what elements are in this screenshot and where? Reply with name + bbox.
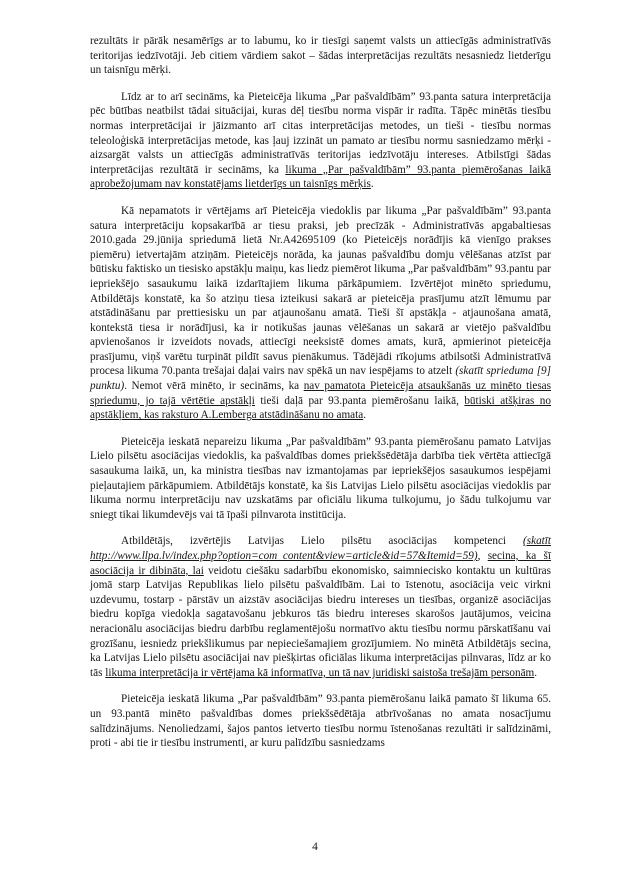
paragraph-3-period: . — [363, 409, 366, 422]
paragraph-5-link-reference: (skatīt http://www.llpa.lv/index.php?option=com_content&view=article&id=57&Itemid=59) — [90, 535, 551, 562]
paragraph-3-underlined-conclusion: būtiski atšķiras no apstākļiem, kas raksturo A.Lemberga atstādināšanu no amata — [90, 394, 551, 422]
paragraph-gap — [90, 78, 551, 90]
paragraph-5-comma: , — [477, 550, 488, 562]
paragraph-3-text: Kā nepamatots ir vērtējams arī Pieteicēja viedoklis par likuma „Par pašvaldībām” 93.panta satura interpretāciju kopsakarībā ar tiesu praksi, jeb precīzāk - Administratīvās apgabaltiesas 2010.gada 29.jūnija spriedumā lietā Nr.A42695109 (ko Pieteicējs norādījis kā vienīgo prakses piemēru) ietvertajām atziņām. Pieteicējs norāda, ka jaunas pašvaldību domju vēlēšanas atzīst par būtisku faktisko un tiesisko apstākļu maiņu, kas liedz piemērot likuma „Par pašvaldībām” 93.pantu par iepriekšējo sasaukumu laikā izdarītajiem likuma pārkāpumiem. Izvērtējot minēto spriedumu, Atbildētājs konstatē, ka šo atziņu tiesa izteikusi sakarā ar pieteicēja prasījumu atzīt lēmumu par atstādināšanu par prettiesisku un par atjaunošanu amatā. Tieši šī apstākļa - atjaunošana amatā, kontekstā tiesa ir norādījusi, ka ir notikušas jaunas vēlēšanas un sakarā ar vietējo pašvaldību apvienošanos ir izveidots novads, attiecīgi neeksistē domes amats, kurā, apmierinot pieteicēja prasījumu, viņš varētu turpināt pildīt savus pienākumus. Tādējādi rīkojums atbilsotši Administratīvā procesa likuma 70.panta trešajai daļai vairs nav spēkā un nav iespējams to atzelt — [90, 204, 551, 378]
paragraph-gap — [90, 192, 551, 204]
paragraph-5-text-continued: veidotu ciešāku sadarbību ekonomisko, saimniecisko kontaktu un kultūras jomā starp Latvijas Republikas lielo pilsētu pašvaldībām. Lai to īstenotu, asociācija veic virkni uzdevumu, tostarp - pārstāv un aizstāv asociācijas biedru intereses un tiesības, organizē asociācijas biedru kopīga viedokļa sagatavošanu jebkuros tās biedru intereses skarošos jautājumos, veicina neracionālu asociācijas biedru darbību reglamentējošu normatīvo aktu tiesību normu pārskatīšanu vai grozīšanu, iesniedz priekšlikumus par nepieciešamajiem grozījumiem. No minētā Atbildētājs secina, ka Latvijas Lielo pilsētu asociācijai nav piešķirtas oficiālas likuma interpretācijas pilnvaras, līdz ar ko tās — [90, 564, 551, 679]
paragraph-1 — [90, 34, 551, 78]
paragraph-1-text: rezultāts ir pārāk nesamērīgs ar to labumu, ko ir tiesīgi saņemt valsts un attiecīgās administratīvās teritorijas iedzīvotāji. Jeb citiem vārdiem sakot – šādas interpretācijas rezultāts nesasniedz lietderīgu un taisnīgu mērķi. — [90, 35, 551, 77]
paragraph-5-underlined-conclusion: likuma interpretācija ir vērtējama kā informatīva, un tā nav juridiski saistoša trešajām personām — [105, 666, 535, 679]
paragraph-5-period: . — [534, 666, 538, 679]
paragraph-4-text: Pieteicēja ieskatā nepareizu likuma „Par pašvaldībām” 93.panta piemērošanu pamato Latvijas Lielo pilsētu asociācijas viedoklis, ka pašvaldības domes priekšsēdētāja darbība tiek vērtēta attiecīgā sasaukuma laikā, un, ka ministra tiesības nav izmantojamas par iepriekšējos sasaukumos iespējami pieļautajiem pārkāpumiem. Atbildētājs konstatē, ka šis Latvijas Lielo pilsētu asociācijas viedoklis par likuma normu interpretāciju nav uzskatāms par oficiālu likuma tulkojumu, jo šādu tulkojumu var sniegt tikai likumdevējs vai tā īpaši pilnvarota institūcija. — [90, 435, 551, 521]
paragraph-3 — [90, 204, 551, 423]
paragraph-5-underlined-purpose: secina, ka šī asociācija ir dibināta, lai — [90, 550, 551, 577]
paragraph-5-text: Atbildētājs, izvērtējis Latvijas Lielo pilsētu asociācijas kompetenci — [121, 535, 524, 548]
paragraph-3-underlined-claim: nav pamatota Pieteicēja atsaukšanās uz minēto tiesas spriedumu, jo tajā vērtētie apstākļi — [90, 380, 551, 407]
paragraph-gap — [90, 680, 551, 692]
paragraph-2-underlined-conclusion: likuma „Par pašvaldībām” 93.panta piemērošanas laikā aprobežojumam nav konstatējams lietderīgs un taisnīgs mērķis — [90, 163, 551, 191]
paragraph-gap — [90, 522, 551, 534]
page-number: 4 — [312, 841, 318, 853]
paragraph-3-text-middle: tieši daļā par 93.panta piemērošanu laikā, — [254, 394, 465, 407]
paragraph-2-text: Līdz ar to arī secināms, ka Pieteicēja likuma „Par pašvaldībām” 93.panta satura interpretācija pēc būtības neatbilst tādai situācijai, kuras dēļ tiesību norma vispār ir radīta. Tāpēc minētās tiesību normas interpretācijai ir jāizmanto arī citas interpretācijas metodes, un tieši - tiesību normas teleoloģiskā interpretācijas metode, kas ļauj izzināt un pamato ar tiesību normu sasniedzamo mērķi - aizsargāt valsts un attiecīgās administratīvās teritorijas iedzīvotāju intereses. Atbilstīgi šādas interpretācijas rezultātā ir secināms, ka — [90, 90, 551, 176]
paragraph-gap — [90, 423, 551, 435]
paragraph-3-text-continued: . Nemot vērā minēto, ir secināms, ka — [124, 380, 304, 393]
paragraph-3-italic-reference: (skatīt sprieduma [9] punktu) — [90, 365, 551, 393]
paragraph-2 — [90, 90, 551, 192]
paragraph-5 — [90, 534, 551, 680]
paragraph-6-text: Pieteicēja ieskatā likuma „Par pašvaldībām” 93.panta piemērošanu laikā pamato šī likuma 65. un 93.pantā minēto pašvaldības domes priekšsēdētāja atbrīvošanas no amata nosacījumu salīdzinājums. Nenoliedzami, šajos pantos ietverto tiesību normu īstenošanas rezultāti ir salīdzināmi, proti - abi tie ir tiesību instrumenti, ar kuru palīdzību sasniedzams — [90, 693, 551, 750]
paragraph-2-period: . — [370, 178, 374, 191]
paragraph-4 — [90, 435, 551, 523]
paragraph-6 — [90, 692, 551, 750]
